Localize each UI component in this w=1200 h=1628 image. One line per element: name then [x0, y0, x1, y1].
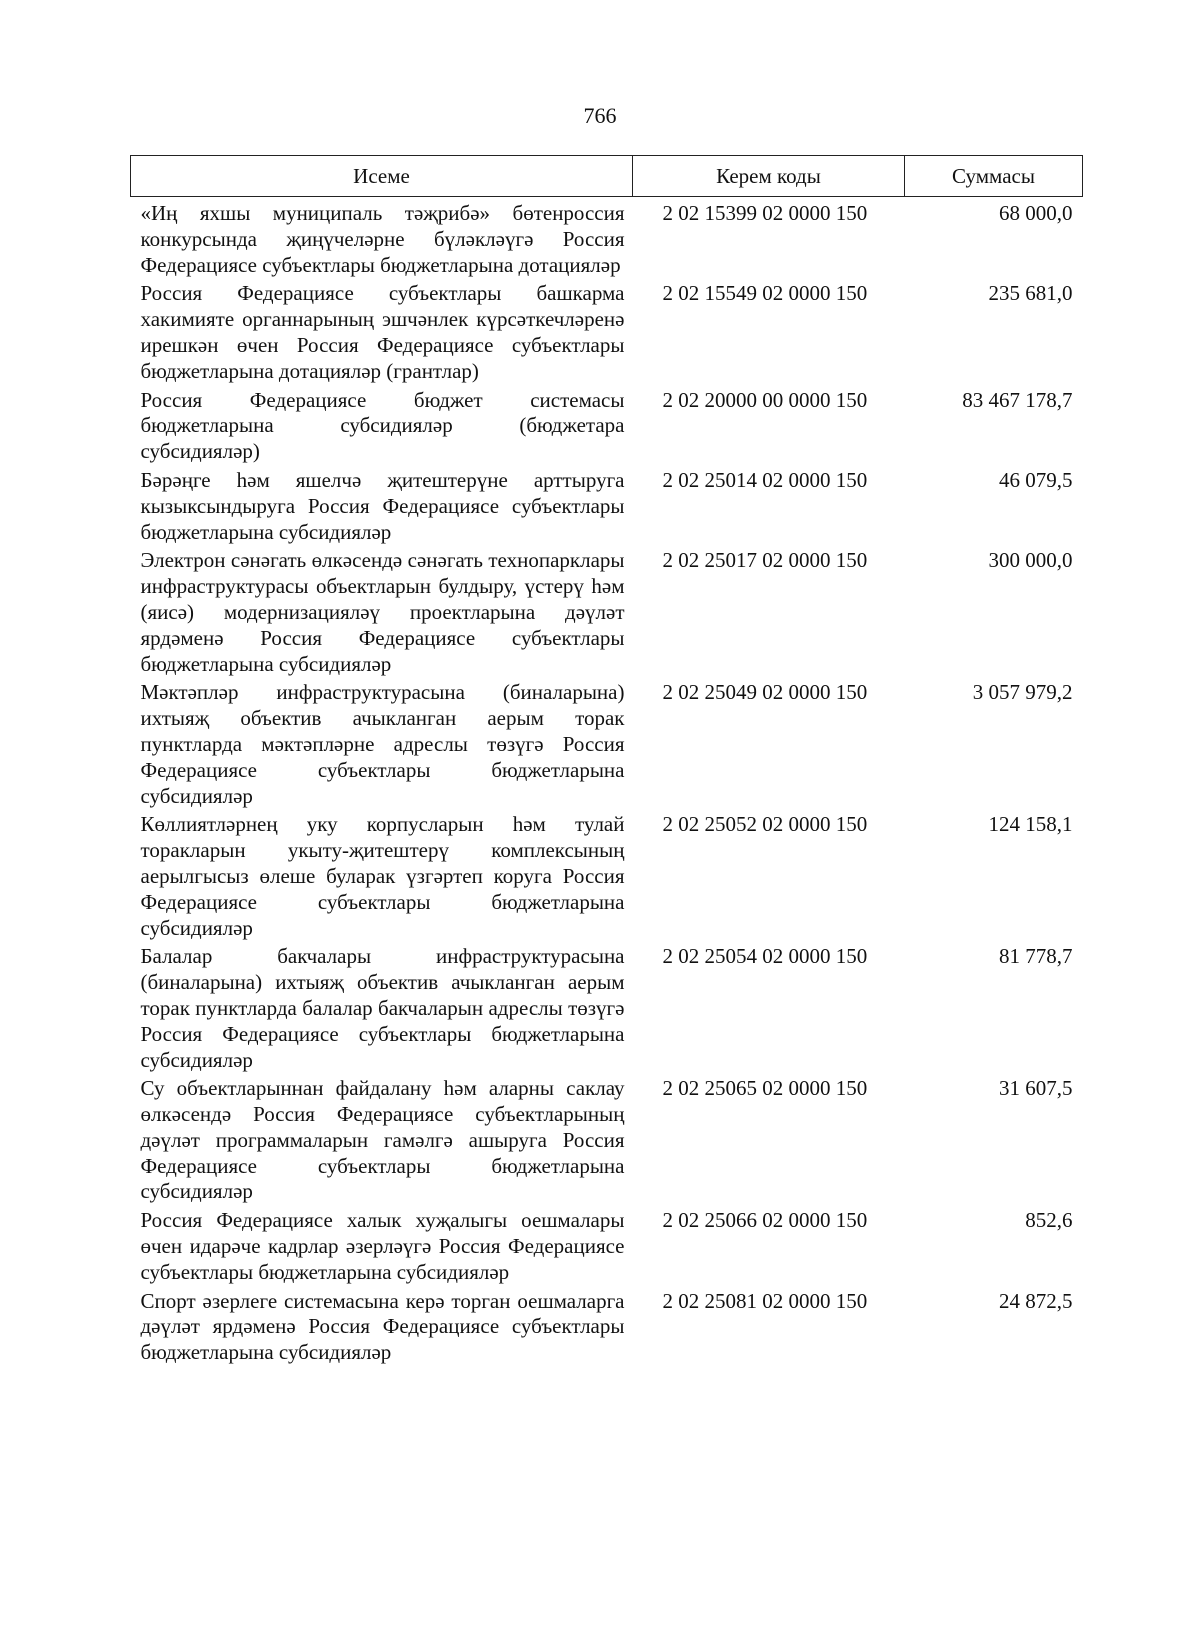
row-sum-cell: 68 000,0 — [999, 201, 1073, 225]
row-name-cell: Россия Федерациясе субъектлары башкарма хакимияте органнарының эшчәнлек күрсәткечләренә ирешкән өчен Россия Федерациясе субъектлары бюджетларына дотацияләр (грантлар) — [140, 281, 625, 383]
row-sum-cell: 852,6 — [1025, 1208, 1073, 1233]
page-number: 766 — [583, 103, 617, 128]
row-name-cell: Бәрәңге һәм яшелчә җитештерүне арттыруга кызыксындыруга Россия Федерациясе субъектлары бюджетларына субсидияләр — [140, 467, 625, 544]
row-sum-cell: 81 778,7 — [999, 944, 1073, 969]
row-name-cell: Россия Федерациясе халык хуҗалыгы оешмалары өчен идарәче кадрлар әзерләүгә Россия Федерациясе субъектлары бюджетларына субсидияләр — [140, 1208, 625, 1284]
column-header-sum: Суммасы — [905, 156, 1083, 197]
table-row — [131, 680, 1083, 812]
column-header-code: Керем коды — [633, 156, 905, 197]
row-name-cell: Электрон сәнәгать өлкәсендә сәнәгать технопарклары инфраструктурасы объектларын булдыру, үстерү һәм (яисә) модернизацияләү проектларына дәүләт ярдәменә Россия Федерациясе субъектлары бюджетларына субсидияләр — [140, 548, 625, 676]
table-row — [131, 388, 1083, 468]
table-header-row — [131, 156, 1083, 197]
row-sum-cell: 235 681,0 — [988, 281, 1073, 306]
table-row — [131, 812, 1083, 944]
row-name-cell: Россия Федерациясе бюджет системасы бюджетларына субсидияләр (бюджетара субсидияләр) — [140, 387, 625, 464]
row-code-cell: 2 02 25065 02 0000 150 — [662, 1076, 868, 1101]
table-row — [131, 944, 1083, 1076]
row-code-cell: 2 02 25081 02 0000 150 — [662, 1288, 868, 1313]
row-code-cell: 2 02 20000 00 0000 150 — [662, 387, 868, 412]
table-row — [131, 1208, 1083, 1288]
table-row — [131, 1076, 1083, 1208]
row-sum-cell: 46 079,5 — [999, 467, 1073, 492]
row-sum-cell: 31 607,5 — [999, 1076, 1073, 1101]
row-code-cell: 2 02 25052 02 0000 150 — [662, 812, 868, 837]
row-code-cell: 2 02 25066 02 0000 150 — [662, 1208, 868, 1233]
row-name-cell: Су объектларыннан файдалану һәм аларны саклау өлкәсендә Россия Федерациясе субъектларының дәүләт программаларын гамәлгә ашыруга Россия Федерациясе субъектлары бюджетларына субсидияләр — [140, 1076, 625, 1204]
table-row — [131, 1289, 1083, 1369]
table-row — [131, 281, 1083, 387]
table-row — [131, 548, 1083, 680]
row-name-cell: Спорт әзерлеге системасына керә торган оешмаларга дәүләт ярдәменә Россия Федерациясе субъектлары бюджетларына субсидияләр — [140, 1288, 625, 1365]
row-name-cell: Балалар бакчалары инфраструктурасына (биналарына) ихтыяҗ объектив ачыкланган аерым торак пунктларда балалар бакчаларын адреслы төзүгә Россия Федерациясе субъектлары бюджетларына субсидияләр — [140, 944, 625, 1072]
row-name-cell: Көллиятләрнең уку корпусларын һәм тулай торакларын укыту-җитештерү комплексының аерылгысыз өлеше буларак үзгәртеп коруга Россия Федерациясе субъектлары бюджетларына субсидияләр — [140, 812, 625, 940]
row-code-cell: 2 02 25017 02 0000 150 — [662, 548, 868, 573]
table-row — [131, 197, 1083, 282]
table-row — [131, 468, 1083, 548]
row-sum-cell: 300 000,0 — [988, 548, 1073, 573]
row-sum-cell: 83 467 178,7 — [962, 387, 1073, 412]
row-name-cell: «Иң яхшы муниципаль тәҗрибә» бөтенроссия конкурсында җиңүчеләрне бүләкләүгә Россия Федерациясе субъектлары бюджетларына дотацияләр — [140, 201, 625, 277]
row-sum-cell: 3 057 979,2 — [972, 680, 1073, 705]
row-code-cell: 2 02 25054 02 0000 150 — [662, 944, 868, 969]
row-code-cell: 2 02 15399 02 0000 150 — [662, 201, 868, 225]
budget-table — [130, 155, 1083, 1369]
row-code-cell: 2 02 25014 02 0000 150 — [662, 467, 868, 492]
row-sum-cell: 124 158,1 — [988, 812, 1073, 837]
row-code-cell: 2 02 25049 02 0000 150 — [662, 680, 868, 705]
column-header-name: Исеме — [131, 156, 633, 197]
row-code-cell: 2 02 15549 02 0000 150 — [662, 281, 868, 306]
row-sum-cell: 24 872,5 — [999, 1288, 1073, 1313]
row-name-cell: Мәктәпләр инфраструктурасына (биналарына) ихтыяҗ объектив ачыкланган аерым торак пунктларда мәктәпләрне адреслы төзүгә Россия Федерациясе субъектлары бюджетларына субсидияләр — [140, 680, 625, 808]
